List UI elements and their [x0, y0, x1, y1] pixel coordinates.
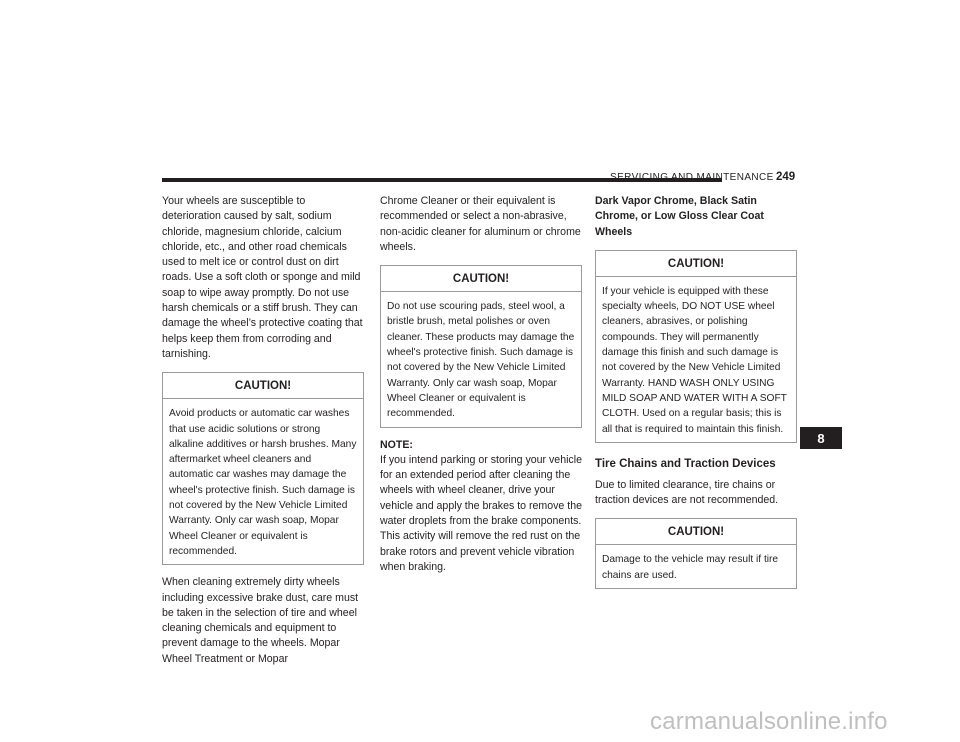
- caution-title: CAUTION!: [596, 251, 796, 277]
- caution-body: Damage to the vehicle may result if tire chains are used.: [602, 554, 779, 581]
- body-paragraph: Due to limited clearance, tire chains or traction devices are not recommended.: [595, 478, 779, 507]
- chapter-tab: 8: [800, 427, 842, 449]
- caution-box: [595, 518, 797, 589]
- caution-box: [162, 372, 364, 565]
- caution-title: CAUTION!: [163, 373, 363, 399]
- watermark: carmanualsonline.info: [650, 708, 888, 735]
- note-body: If you intend parking or storing your vehicle for an extended period after cleaning the wheels with wheel cleaner, drive your vehicle and apply the brakes to remove the water droplets from the brake components. This activity will remove the red rust on the brake rotors and prevent vehicle vibration when braking.: [380, 453, 582, 573]
- caution-box: [380, 265, 582, 427]
- caution-box: [595, 250, 797, 443]
- caution-title: CAUTION!: [381, 266, 581, 292]
- column-right: [595, 194, 797, 589]
- page-number: 249: [776, 171, 796, 183]
- section-heading: Tire Chains and Traction Devices: [595, 457, 776, 470]
- caution-title: CAUTION!: [596, 519, 796, 545]
- caution-body: Do not use scouring pads, steel wool, a bristle brush, metal polishes or oven cleaner. These products may damage the wheel's protective finish. Such damage is not covered by the New Vehicle Limited Warranty. Only car wash soap, Mopar Wheel Cleaner or equivalent is recommended.: [387, 301, 575, 420]
- note-title: NOTE:: [380, 438, 413, 451]
- caution-body: If your vehicle is equipped with these specialty wheels, DO NOT USE wheel cleaners, abrasives, or polishing compounds. They will permanently damage this finish and such damage is not covered by the New Vehicle Limited Warranty. HAND WASH ONLY USING MILD SOAP AND WATER WITH A SOFT CLOTH. Used on a regular basis; this is all that is required to maintain this finish.: [602, 285, 787, 435]
- body-paragraph: Your wheels are susceptible to deterioration caused by salt, sodium chloride, magnesium chloride, calcium chloride, etc., and other road chemicals used to melt ice or control dust on dirt roads. Use a soft cloth or sponge and mild soap to wipe away promptly. Do not use harsh chemicals or a stiff brush. They can damage the wheel’s protective coating that helps keep them from corroding and tarnishing.: [162, 195, 363, 360]
- column-left: [162, 194, 364, 667]
- section-title: SERVICING AND MAINTENANCE: [610, 172, 774, 183]
- column-middle: [380, 194, 582, 575]
- caution-body: Avoid products or automatic car washes that use acidic solutions or strong alkaline additives or harsh brushes. Many aftermarket wheel cleaners and automatic car washes may damage the wheel's protective finish. Such damage is not covered by the New Vehicle Limited Warranty. Only car wash soap, Mopar Wheel Cleaner or equivalent is recommended.: [169, 408, 357, 557]
- body-paragraph: When cleaning extremely dirty wheels including excessive brake dust, care must be taken in the selection of tire and wheel cleaning chemicals and equipment to prevent damage to the wheels. Mopar Wheel Treatment or Mopar: [162, 576, 359, 665]
- body-paragraph: Chrome Cleaner or their equivalent is recommended or select a non-abrasive, non-acidic cleaner for aluminum or chrome wheels.: [380, 195, 581, 253]
- subheading: Dark Vapor Chrome, Black Satin Chrome, or Low Gloss Clear Coat Wheels: [595, 195, 764, 238]
